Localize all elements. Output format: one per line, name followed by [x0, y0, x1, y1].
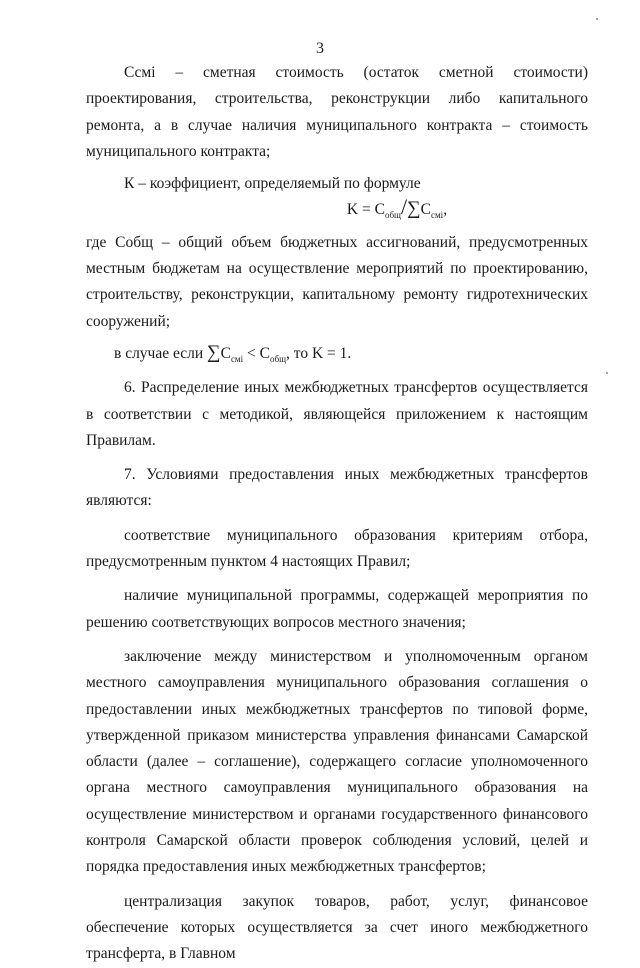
- formula-k: [86, 194, 588, 223]
- formula-tail: ,: [443, 201, 448, 219]
- case-sub-cmi: смi: [230, 354, 244, 365]
- case-prefix: в случае если: [114, 344, 208, 362]
- case-lt: < C: [243, 344, 270, 362]
- case-c1: C: [220, 344, 231, 362]
- formula-lhs: K = C: [346, 201, 385, 219]
- scan-speck: [596, 18, 598, 20]
- paragraph-condition-4: централизация закупок товаров, работ, услуг, финансовое обеспечение которых осуществляется за счет иного межбюджетного трансферта, в Главном: [86, 892, 588, 963]
- paragraph-def-cmi: Ссмi – сметная стоимость (остаток сметной стоимости) проектирования, строительства, реконструкции либо капитального ремонта, а в случае наличия муниципального контракта – стоимость муниципального контракта;: [86, 64, 588, 160]
- page-number: 3: [316, 40, 324, 57]
- formula-slash: /: [400, 194, 408, 220]
- formula-c: C: [420, 201, 431, 219]
- sum-icon: ∑: [407, 198, 421, 220]
- paragraph-condition-3: заключение между министерством и уполномоченным органом местного самоуправления муниципального образования соглашения о предоставлении иных межбюджетных трансфертов по типовой форме, утвержденной приказом министерства управления финансами Самарской области (далее – соглашение), содержащего согласие уполномоченного органа местного самоуправления муниципального образования на осуществление министерством и органами государственного финансового контроля Самарской области проверок соблюдения условий, целей и порядка предоставления иных межбюджетных трансфертов;: [86, 647, 588, 876]
- formula-sub-cmi: смi: [430, 210, 444, 221]
- paragraph-item-6: 6. Распределение иных межбюджетных трансфертов осуществляется в соответствии с методикой, являющейся приложением к настоящим Правилам.: [86, 379, 588, 449]
- case-sub-total: общ: [269, 354, 286, 365]
- formula-case: [86, 341, 588, 367]
- paragraph-def-k: К – коэффициент, определяемый по формуле: [124, 175, 421, 193]
- paragraph-condition-2: наличие муниципальной программы, содержащей мероприятия по решению соответствующих вопросов местного значения;: [86, 587, 588, 631]
- paragraph-condition-1: соответствие муниципального образования критериям отбора, предусмотренным пунктом 4 настоящих Правил;: [86, 526, 588, 571]
- scan-speck: [606, 372, 608, 374]
- case-suffix: , то K = 1.: [286, 344, 352, 362]
- paragraph-item-7: 7. Условиями предоставления иных межбюджетных трансфертов являются:: [86, 466, 588, 510]
- sum-icon: ∑: [207, 341, 221, 363]
- formula-sub-total: общ: [384, 210, 401, 221]
- paragraph-where: где Собщ – общий объем бюджетных ассигнований, предусмотренных местным бюджетам на осуществление мероприятий по проектированию, строительству, реконструкции, капитальному ремонту гидротехнических сооружений;: [86, 233, 588, 330]
- document-body: [86, 60, 588, 968]
